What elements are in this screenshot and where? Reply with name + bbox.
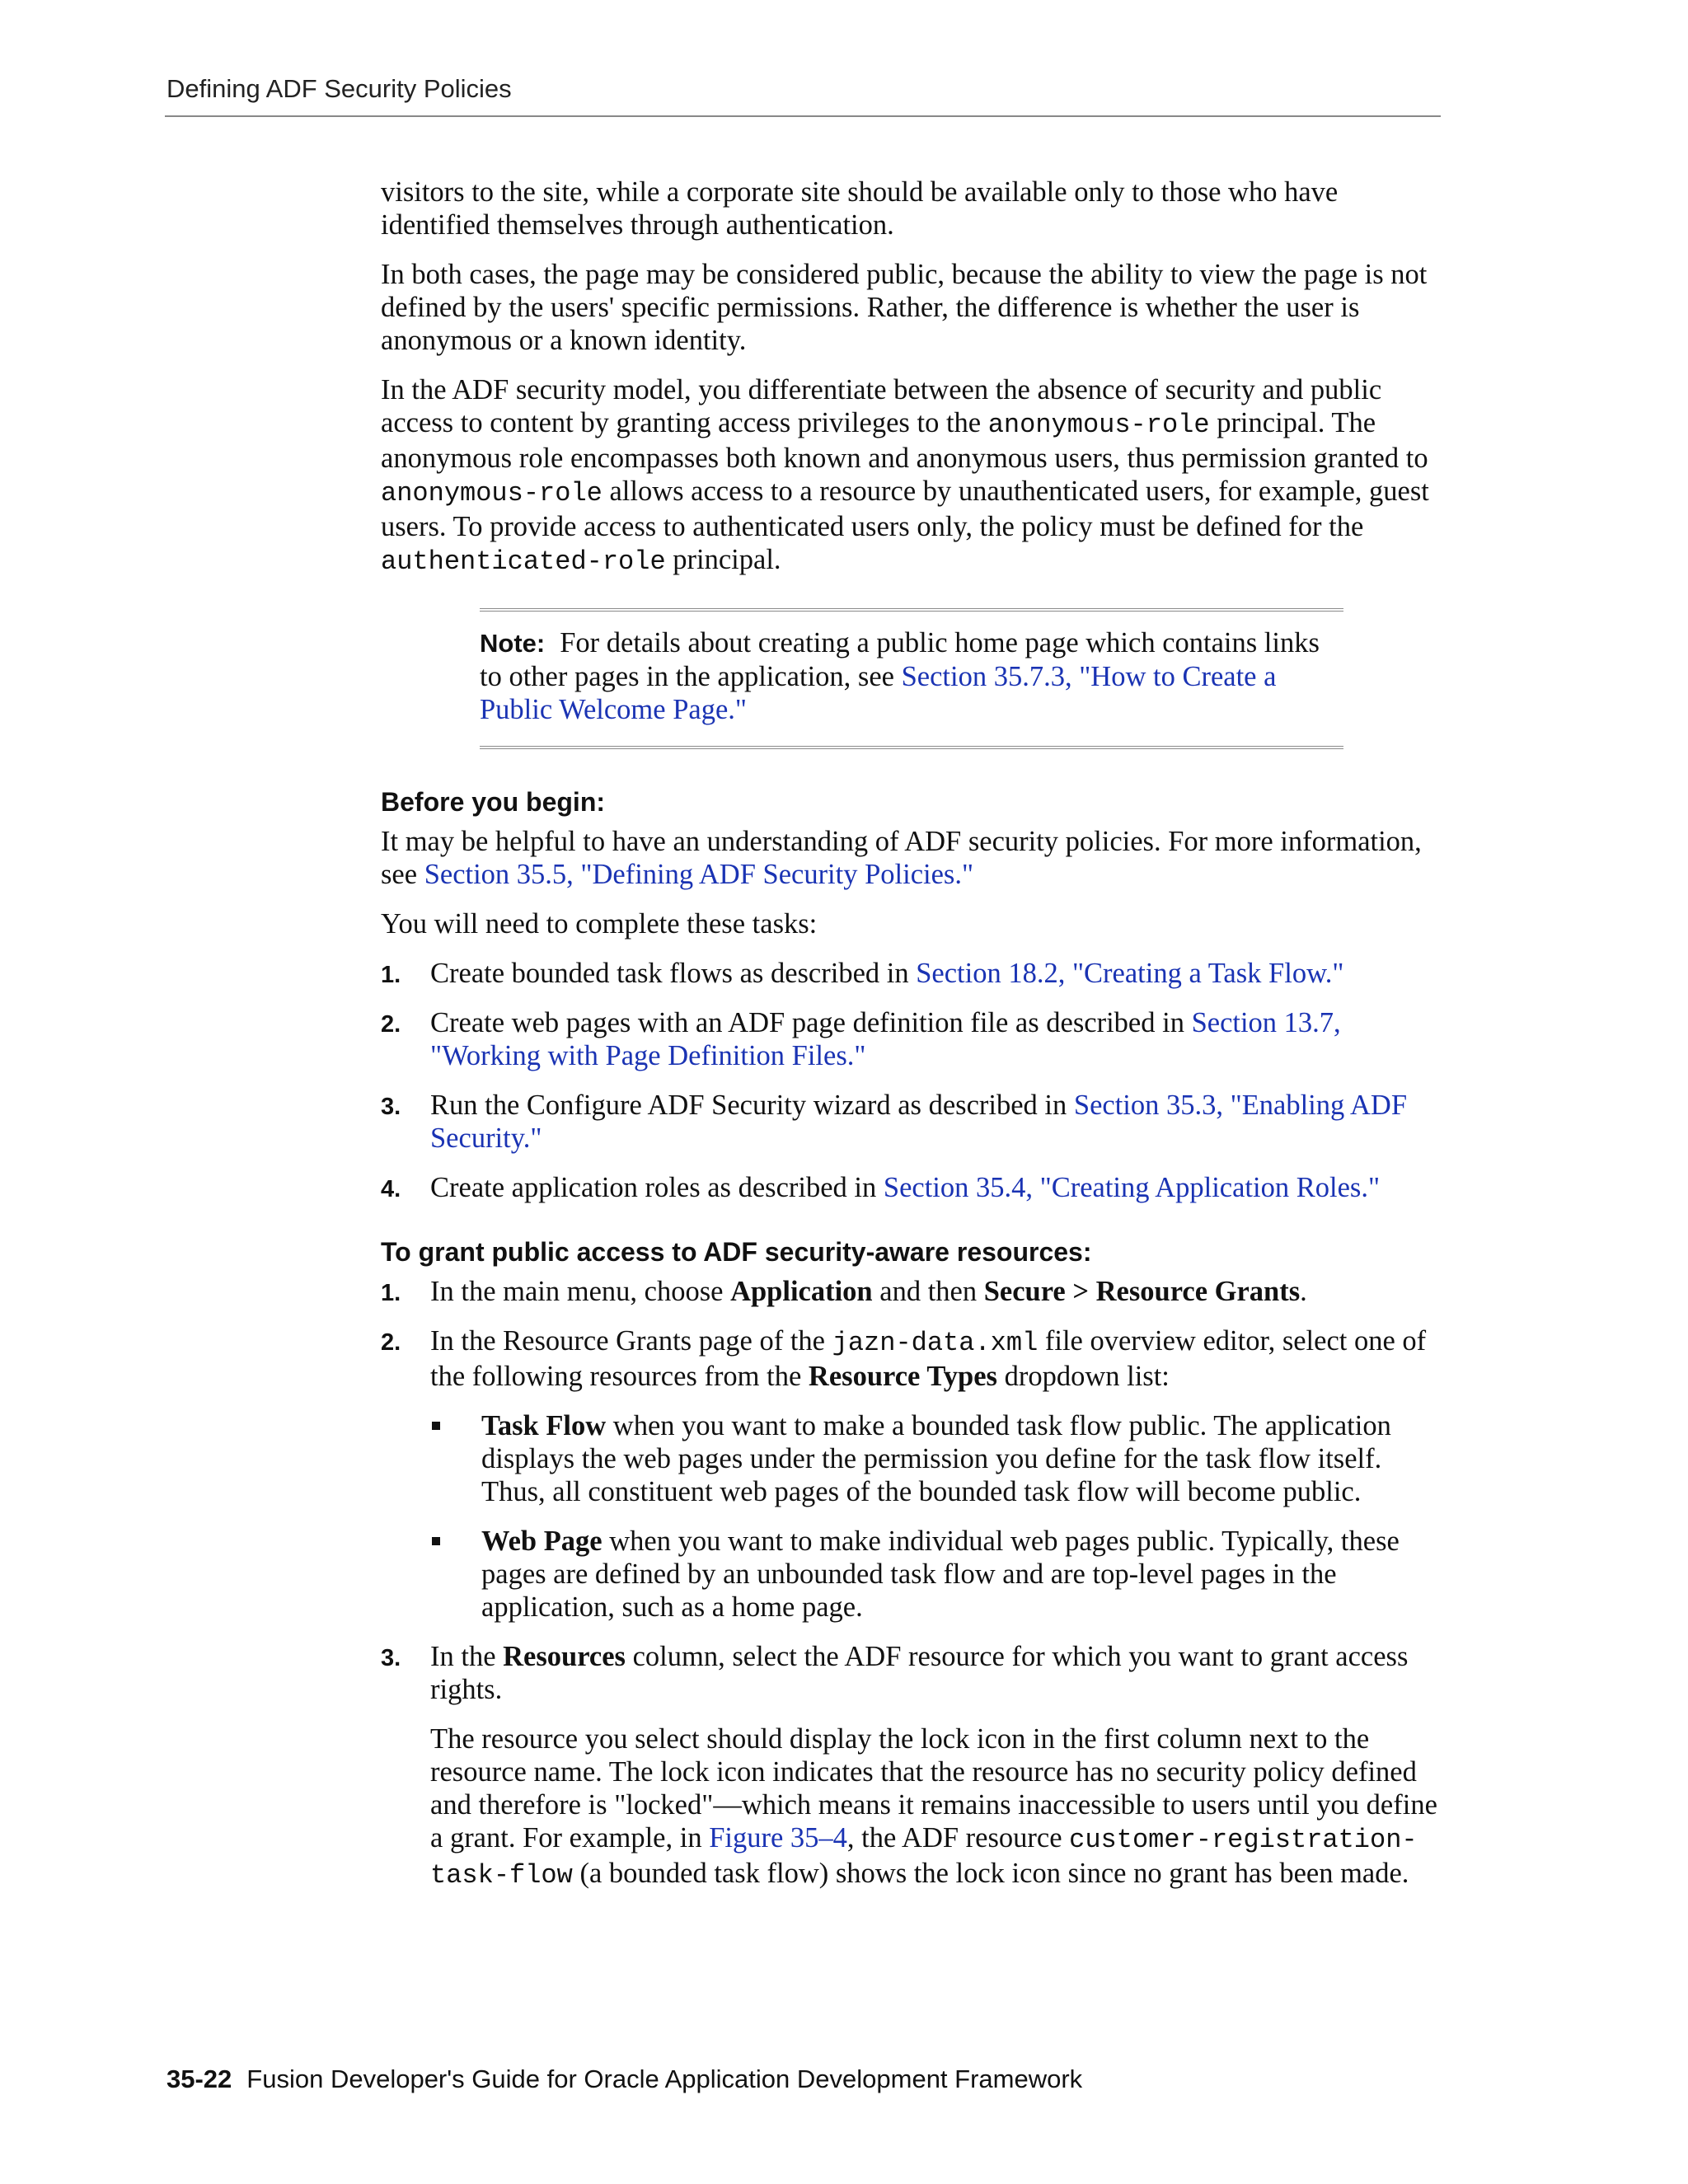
procedure-heading: To grant public access to ADF security-aware resources: [381, 1237, 1092, 1267]
intro-paragraph-1: visitors to the site, while a corporate site should be available only to those who have identified themselves through authentication. [381, 176, 1339, 241]
procedure-step-2: 2. In the Resource Grants page of the jazn-data.xml file overview editor, select one of the following resources from the Resource Types dropdown list: Task Flow when you want to make a bounded task flow public. The application displays the web pages under the permission you define for the task flow itself. Thus, all constituent web pages of the bounded task flow will become public. Web Page when you want to make individual web pages public. Typically, these pages are defined by an unbounded task flow and are top-level pages in the application, such as a home page. [381, 1324, 1444, 1624]
bullet-icon [432, 1422, 440, 1430]
list-item: 2. Create web pages with an ADF page definition file as described in Section 13.7, "Working with Page Definition Files." [381, 1007, 1341, 1071]
list-item: 1. Create bounded task flows as described in Section 18.2, "Creating a Task Flow." [381, 958, 1344, 989]
note-text: For details about creating a public home page which contains links to other pages in the application, see [480, 627, 1320, 692]
before-you-begin-heading: Before you begin: [381, 787, 606, 817]
resource-type-list [430, 1409, 1444, 1624]
procedure-step-3: 3. In the Resources column, select the ADF resource for which you want to grant access rights. The resource you select should display the lock icon in the first column next to the resource name. The lock icon indicates that the resource has no security policy defined and therefore is "locked"—which means it remains inaccessible to users until you define a grant. For example, in Figure 35–4, the ADF resource customer-registration-task-flow (a bounded task flow) shows the lock icon since no grant has been made. [381, 1641, 1437, 1891]
book-title: Fusion Developer's Guide for Oracle Application Development Framework [246, 2064, 1083, 2093]
link-page-definition-files[interactable]: Section 13.7, "Working with Page Definition Files." [430, 1007, 1341, 1071]
link-enabling-adf-security[interactable]: Section 35.3, "Enabling ADF Security." [430, 1090, 1408, 1154]
link-defining-adf-security-policies[interactable]: Section 35.5, "Defining ADF Security Policies." [424, 859, 974, 890]
bullet-icon [432, 1537, 440, 1545]
intro-paragraph-2: In both cases, the page may be considered public, because the ability to view the page is not defined by the users' specific permissions. Rather, the difference is whether the user is anonymous or a known identity. [381, 259, 1428, 356]
note-label: Note: [480, 629, 546, 658]
procedure-steps [381, 1275, 1444, 1892]
note-box [480, 608, 1343, 749]
running-header: Defining ADF Security Policies [166, 74, 512, 103]
before-paragraph-2: You will need to complete these tasks: [381, 908, 818, 940]
code-anonymous-role: anonymous-role [381, 478, 603, 509]
link-creating-application-roles[interactable]: Section 35.4, "Creating Application Roles." [883, 1172, 1381, 1203]
body-content [381, 176, 1444, 1909]
link-creating-task-flow[interactable]: Section 18.2, "Creating a Task Flow." [916, 958, 1344, 989]
procedure-step-1: 1. In the main menu, choose Application and then Secure > Resource Grants. [381, 1276, 1307, 1307]
code-jazn-data-xml: jazn-data.xml [832, 1328, 1039, 1358]
before-paragraph-1: It may be helpful to have an understanding of ADF security policies. For more information, see Section 35.5, "Defining ADF Security Policies." [381, 826, 1422, 890]
header-rule [165, 115, 1441, 117]
running-footer [166, 2064, 1082, 2094]
intro-paragraph-3: In the ADF security model, you differentiate between the absence of security and public access to content by granting access privileges to the anonymous-role principal. The anonymous role encompasses both known and anonymous users, thus permission granted to anonymous-role allows access to a resource by unauthenticated users, for example, guest users. To provide access to authenticated users only, the policy must be defined for the authenticated-role principal. [381, 374, 1429, 577]
list-item: Web Page when you want to make individual web pages public. Typically, these pages are defined by an unbounded task flow and are top-level pages in the application, such as a home page. [430, 1525, 1444, 1624]
list-item: 4. Create application roles as described in Section 35.4, "Creating Application Roles." [381, 1172, 1381, 1203]
list-item: Task Flow when you want to make a bounded task flow public. The application displays the web pages under the permission you define for the task flow itself. Thus, all constituent web pages of the bounded task flow will become public. [430, 1409, 1444, 1508]
code-anonymous-role: anonymous-role [987, 410, 1210, 440]
link-public-welcome-page[interactable]: Section 35.7.3, "How to Create a Public Welcome Page." [480, 661, 1277, 725]
page-number: 35-22 [166, 2064, 232, 2093]
task-list [381, 957, 1444, 1204]
code-customer-registration-task-flow: customer-registration-task-flow [430, 1825, 1418, 1891]
code-authenticated-role: authenticated-role [381, 546, 666, 577]
list-item: 3. Run the Configure ADF Security wizard as described in Section 35.3, "Enabling ADF Security." [381, 1090, 1408, 1154]
link-figure-35-4[interactable]: Figure 35–4 [709, 1822, 847, 1854]
